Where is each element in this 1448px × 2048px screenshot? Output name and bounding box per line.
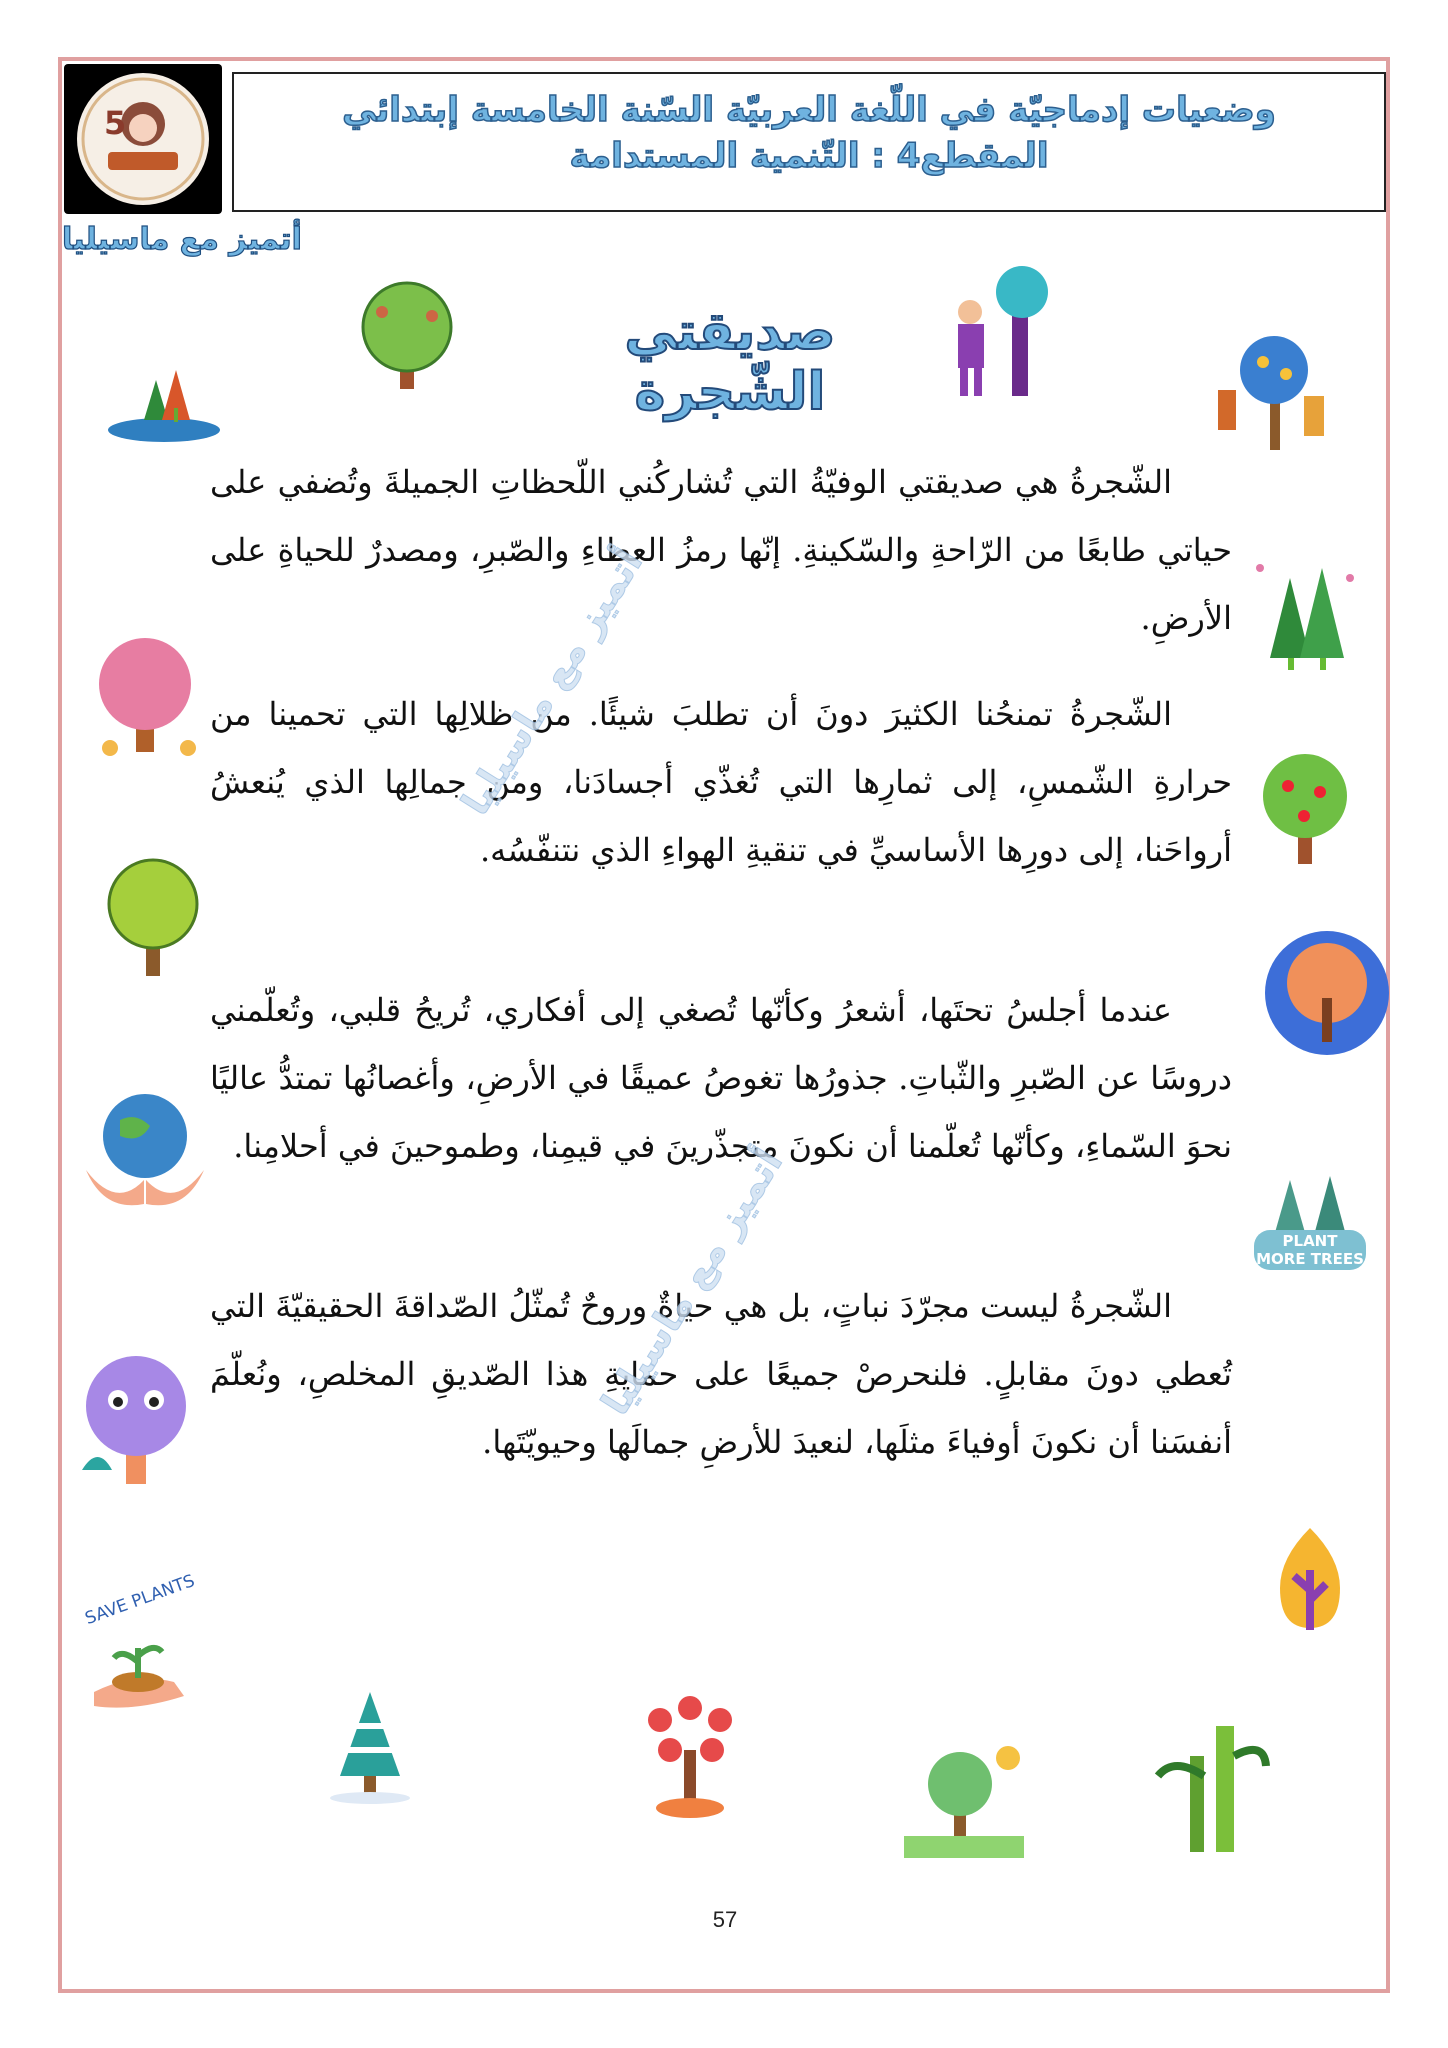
watermark: أتميز مع ماسيليا [452, 541, 652, 823]
island-icon [104, 358, 224, 448]
pine-forest-icon [1240, 548, 1370, 678]
pink-tree-icon [80, 630, 210, 760]
page-number: 57 [712, 1907, 738, 1932]
earth-hands-icon [80, 1080, 210, 1210]
apple-tree-icon [1240, 742, 1370, 872]
autumn-tree-icon [1262, 928, 1392, 1058]
svg-text:5: 5 [104, 104, 127, 142]
gardener-icon [930, 262, 1060, 402]
brand-name: أتميز مع ماسيليا [62, 222, 302, 257]
badge-line-2: MORE TREES [1256, 1250, 1364, 1268]
header-box [232, 72, 1386, 212]
save-plants-label: SAVE PLANTS [82, 1570, 198, 1630]
save-plants-icon [74, 1570, 204, 1712]
bamboo-icon [1150, 1716, 1270, 1856]
snowy-tree-icon [320, 1686, 420, 1806]
paragraph-1 [210, 448, 1232, 652]
watermark: أتميز مع ماسيليا [592, 1141, 792, 1423]
header-subtitle: المقطع4 : التّنمية المستدامة [569, 136, 1049, 176]
badge-line-1: PLANT [1282, 1232, 1338, 1250]
bush-tree-icon [98, 854, 208, 984]
red-blossom-tree-icon [630, 1690, 750, 1820]
tree-in-grass-icon [898, 1740, 1028, 1860]
cute-tree-icon [72, 1350, 202, 1490]
paragraph-2-text: الشّجرةُ تمنحُنا الكثيرَ دونَ أن تطلبَ شيئًا. من ظلالِها التي تحمينا من حرارةِ الشّمسِ، إلى ثمارِها التي تُغذّي أجسادَنا، ومن جمالِها الذي يُنعشُ أرواحَنا، إلى دورِها الأساسيِّ في تنقيةِ الهواءِ الذي نتنفّسُه. [210, 695, 1233, 869]
paragraph-2 [210, 680, 1232, 884]
fruit-picking-icon [1208, 330, 1338, 460]
header-title: وضعيات إدماجيّة في اللّغة العربيّة السّنة الخامسة إبتدائي [342, 90, 1276, 130]
round-tree-icon [342, 272, 472, 402]
paragraph-4-text: الشّجرةُ ليست مجرّدَ نباتٍ، بل هي حياةٌ وروحٌ تُمثّلُ الصّداقةَ الحقيقيّةَ التي تُعطي دونَ مقابلٍ. فلنحرصْ جميعًا على حمايةِ هذا الصّديقِ المخلصِ، ونُعلّمَ أنفسَنا أن نكونَ أوفياءَ مثلَها، لنعيدَ للأرضِ جمالَها وحيويّتَها. [210, 1287, 1233, 1461]
page-title: صديقتي الشّجرة [624, 302, 836, 422]
paragraph-4 [210, 1272, 1232, 1476]
paragraph-3 [210, 976, 1232, 1180]
paragraph-1-text: الشّجرةُ هي صديقتي الوفيّةُ التي تُشاركُني اللّحظاتِ الجميلةَ وتُضفي على حياتي طابعًا من الرّاحةِ والسّكينةِ. إنّها رمزُ العطاءِ والصّبرِ، ومصدرٌ للحياةِ على الأرضِ. [210, 463, 1232, 637]
paragraph-3-text: عندما أجلسُ تحتَها، أشعرُ وكأنّها تُصغي إلى أفكاري، تُريحُ قلبي، وتُعلّمني دروسًا عن الصّبرِ والثّباتِ. جذورُها تغوصُ عميقًا في الأرضِ، وأغصانُها تمتدُّ عاليًا نحوَ السّماءِ، وكأنّها تُعلّمنا أن نكونَ متجذّرينَ في قيمِنا، وطموحينَ في أحلامِنا. [210, 991, 1232, 1165]
logo [64, 64, 222, 214]
burning-tree-icon [1260, 1520, 1360, 1640]
plant-more-trees-badge [1240, 1160, 1380, 1300]
